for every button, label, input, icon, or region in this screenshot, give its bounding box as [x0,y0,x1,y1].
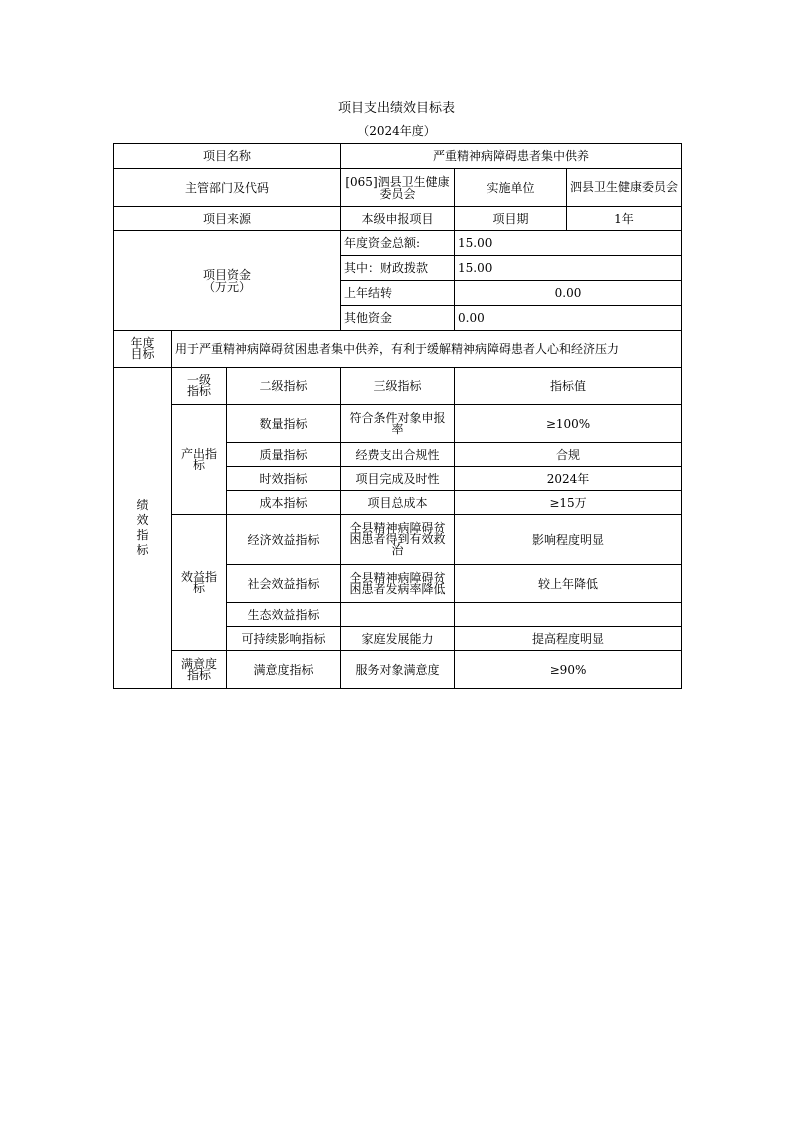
performance-goal-table [113,143,682,689]
indicator-header-row [114,368,682,405]
table-row [114,405,682,443]
carryover-funds-label: 上年结转 [341,281,455,306]
level2-cell: 时效指标 [227,467,341,491]
level2-cell: 数量指标 [227,405,341,443]
implementing-unit-label: 实施单位 [455,169,567,207]
annual-goal-label: 年度 目标 [114,331,172,368]
indicator-value-header: 指标值 [455,368,682,405]
benefit-indicators-label: 效益指 标 [172,515,227,651]
performance-indicators-label: 绩 效 指 标 [114,368,172,689]
table-row [114,515,682,565]
fiscal-funds-value: 15.00 [455,256,682,281]
level3-header: 三级指标 [341,368,455,405]
output-indicators-label: 产出指 标 [172,405,227,515]
value-cell: 合规 [455,443,682,467]
value-cell: ≥15万 [455,491,682,515]
other-funds-value: 0.00 [455,306,682,331]
level3-cell: 服务对象满意度 [341,651,455,689]
project-source-label: 项目来源 [114,207,341,231]
document-subtitle: （2024年度） [357,124,436,138]
table-row [114,651,682,689]
level2-cell: 经济效益指标 [227,515,341,565]
value-cell: ≥90% [455,651,682,689]
level2-cell: 质量指标 [227,443,341,467]
value-cell: 影响程度明显 [455,515,682,565]
level2-cell: 满意度指标 [227,651,341,689]
project-source-value: 本级申报项目 [341,207,455,231]
level3-cell: 项目总成本 [341,491,455,515]
annual-goal-row [114,331,682,368]
department-label: 主管部门及代码 [114,169,341,207]
value-cell: 提高程度明显 [455,627,682,651]
value-cell: 2024年 [455,467,682,491]
funds-total-row [114,231,682,256]
value-cell [455,603,682,627]
source-row [114,207,682,231]
project-period-value: 1年 [567,207,682,231]
level2-cell: 成本指标 [227,491,341,515]
value-cell: ≥100% [455,405,682,443]
implementing-unit-value: 泗县卫生健康委员会 [567,169,682,207]
carryover-funds-value: 0.00 [455,281,682,306]
department-value: [065]泗县卫生健康委员会 [341,169,455,207]
project-name-value: 严重精神病障碍患者集中供养 [341,144,682,169]
level3-cell: 全县精神病障碍贫 困患者得到有效救 治 [341,515,455,565]
level3-cell: 家庭发展能力 [341,627,455,651]
document-title: 项目支出绩效目标表 [337,101,455,116]
total-funds-label: 年度资金总额: [341,231,455,256]
department-row [114,169,682,207]
total-funds-value: 15.00 [455,231,682,256]
level3-cell: 符合条件对象申报 率 [341,405,455,443]
level3-cell [341,603,455,627]
level3-cell: 经费支出合规性 [341,443,455,467]
project-name-row [114,144,682,169]
project-name-label: 项目名称 [114,144,341,169]
satisfaction-indicators-label: 满意度 指标 [172,651,227,689]
fiscal-funds-label: 其中：财政拨款 [341,256,455,281]
project-funds-label: 项目资金 （万元） [114,231,341,331]
annual-goal-text: 用于严重精神病障碍贫困患者集中供养，有利于缓解精神病障碍患者人心和经济压力 [172,331,682,368]
level3-cell: 全县精神病障碍贫 困患者发病率降低 [341,565,455,603]
level2-cell: 社会效益指标 [227,565,341,603]
value-cell: 较上年降低 [455,565,682,603]
level2-cell: 可持续影响指标 [227,627,341,651]
other-funds-label: 其他资金 [341,306,455,331]
level2-cell: 生态效益指标 [227,603,341,627]
level2-header: 二级指标 [227,368,341,405]
level3-cell: 项目完成及时性 [341,467,455,491]
project-period-label: 项目期 [455,207,567,231]
level1-header: 一级 指标 [172,368,227,405]
